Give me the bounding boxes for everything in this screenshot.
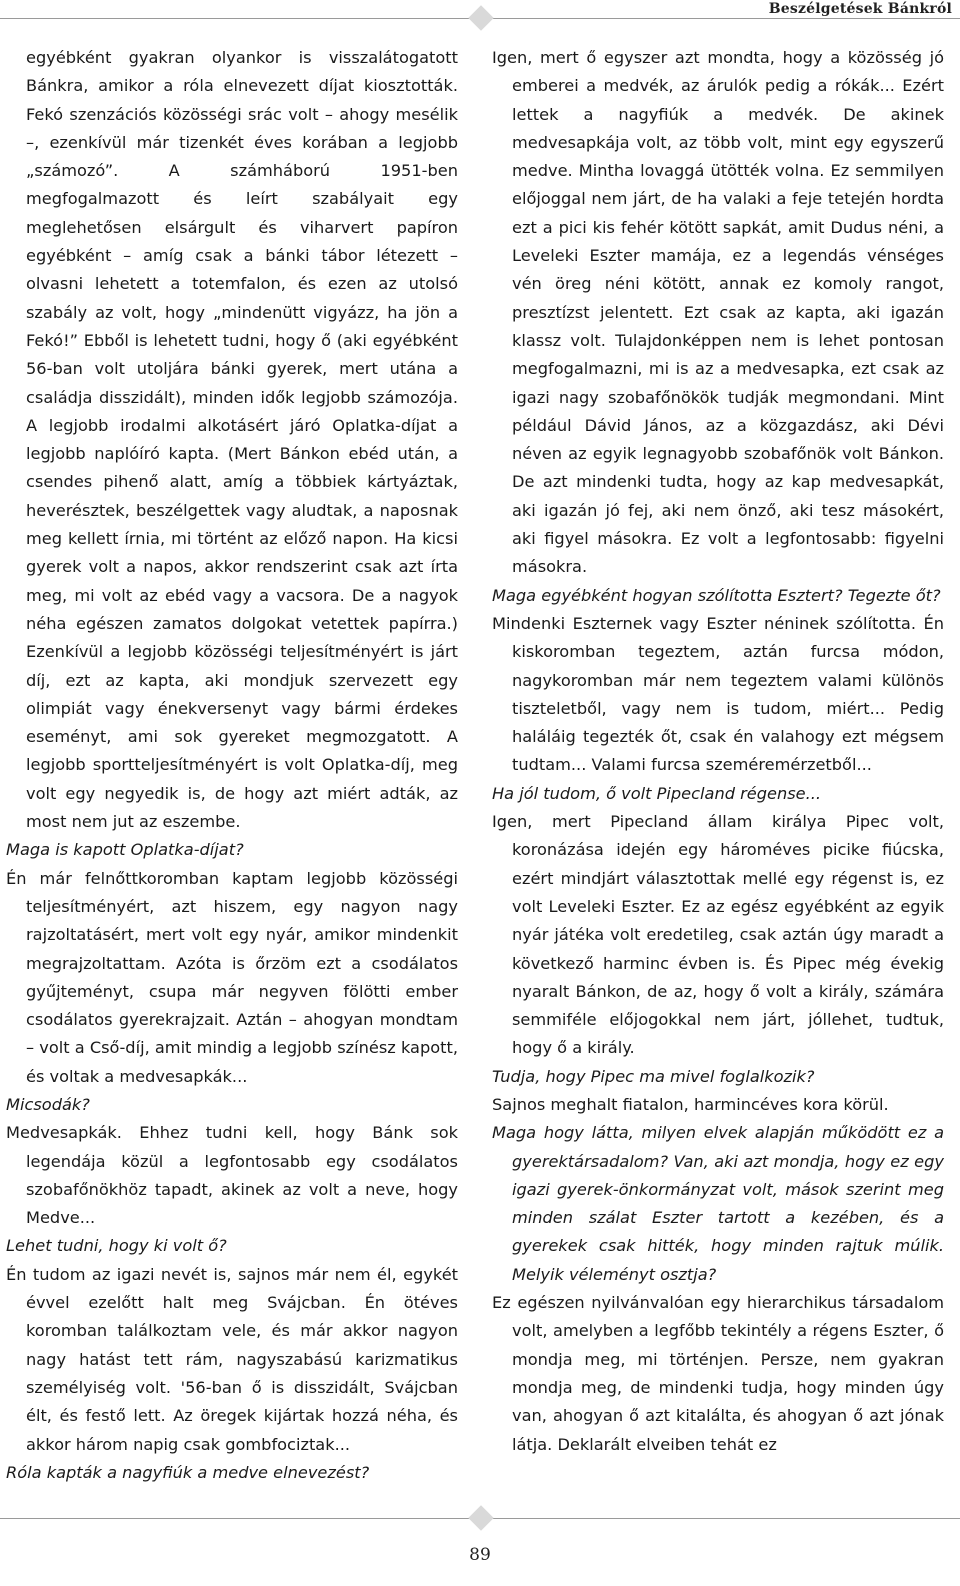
footer-diamond-ornament [468,1505,493,1530]
question-paragraph: Ha jól tudom, ő volt Pipecland régense... [492,783,822,803]
answer-paragraph: Én tudom az igazi nevét is, sajnos már nem él, egykét évvel ezelőtt halt meg Svájcban. Én ötéves koromban találkoztam vele, és már akkor nagyon nagy hatást tett rám, nagyszabású karizmatikus személyiség volt. '56-ban ő is disszidált, Svájcban élt, és festő lett. Az öregek kijártak hozzá néha, és akkor három napig csak gombfociztak... [6,1264,458,1454]
answer-paragraph: Sajnos meghalt fiatalon, harmincéves kora körül. [492,1094,889,1114]
question-paragraph: Maga is kapott Oplatka-díjat? [6,840,244,860]
question-paragraph: Róla kapták a nagyfiúk a medve elnevezést? [6,1462,370,1482]
answer-paragraph: Ez egészen nyilvánvalóan egy hierarchikus társadalom volt, amelyben a legfőbb tekintély a régens Eszter, ő mondja meg, mi történjen. Persze, nem gyakran mondja meg, de mindenki tudja, hogy minden úgy van, ahogyan ő azt kitalálta, és ahogyan ő azt jónak látja. Deklarált elveiben tehát ez [492,1293,944,1454]
running-title: Beszélgetések Bánkról [757,0,952,18]
answer-paragraph: Igen, mert ő egyszer azt mondta, hogy a közösség jó emberei a medvék, az árulók pedig a rókák... Ezért lettek a nagyfiúk a medvék. De akinek medvesapkája volt, az több volt, mint egy egyszerű medve. Mintha lovaggá ütötték volna. Ez semmilyen előjoggal nem járt, de ha valaki a feje tetején hordta ezt a pici kis fehér kötött sapkát, amit Dudus néni, a Leveleki Eszter mamája, ez a legendás vénséges vén öreg néni kötött, annak ez komoly rangot, presztízst jelentett. Ezt csak az kapta, aki igazán klassz volt. Tulajdonképpen nem is lehet pontosan megfogalmazni, mi is az a medvesapka, ezt csak az igazi nagy szobafőnökök tudják megmondani. Mint például Dávid János, az a közgazdász, aki Dévi néven az egyik legnagyobb szobafőnök volt Bánkon. De azt mindenki tudta, hogy az kap medvesapkát, aki igazán jó fej, aki nem önző, aki tesz másokért, aki figyel másokra. Ez volt a legfontosabb: figyelni másokra. [492,48,944,577]
question-paragraph: Micsodák? [6,1094,90,1114]
answer-paragraph: egyébként gyakran olyankor is visszalátogatott Bánkra, amikor a róla elnevezett díjat kiosztották. Fekó szenzációs közösségi srác volt – ahogy mesélik –, ezenkívül már tizenkét éves korában a legjobb „számozó”. A számháború 1951-ben megfogalmazott és leírt szabályait egy meglehetősen elsárgult és viharvert papíron egyébként – amíg csak a bánki tábor létezett – olvasni lehetett a totemfalon, és ezen az utolsó szabály az volt, hogy „mindenütt vigyázz, ha jön a Fekó!” Ebből is lehetett tudni, hogy ő (aki egyébként 56-ban volt utoljára bánki gyerek, mert utána a családja disszidált), minden idők legjobb számozója. A legjobb irodalmi alkotásért járó Oplatka-díjat a legjobb naplóíró kapta. (Mert Bánkon ebéd után, a csendes pihenő alatt, amíg a többiek kártyáztak, heverésztek, beszélgettek vagy aludtak, a naposnak meg kellett írnia, mi történt az előző napon. Ha kicsi gyerek volt a napos, akkor rendszerint csak azt írta meg, mi volt az ebéd vagy a vacsora. De a nagyok néha egészen zamatos dolgokat vetettek papírra.) Ezenkívül a legjobb közösségi teljesítményért is járt díj, ezt az kapta, aki mondjuk szervezett egy olimpiát vagy énekversenyt vagy bármi érdekes eseményt, ami sok gyereket megmozgatott. A legjobb sportteljesítményért is volt Oplatka-díj, meg volt egy negyedik is, de hogy azt miért adták, az most nem jut az eszembe. [26,48,458,832]
question-paragraph: Lehet tudni, hogy ki volt ő? [6,1236,227,1256]
answer-paragraph: Mindenki Eszternek vagy Eszter néninek szólította. Én kiskoromban tegeztem, aztán furcsa módon, nagykoromban már nem tegeztem valami különös tiszteletből, vagy nem is tudom, miért... Pedig haláláig tegezték őt, csak én valahogy ezt mégsem tudtam... Valami furcsa szeméremérzetből... [492,613,944,775]
question-paragraph: Tudja, hogy Pipec ma mivel foglalkozik? [492,1066,815,1086]
question-paragraph: Maga hogy látta, milyen elvek alapján működött ez a gyerektársadalom? Van, aki azt mondja, hogy ez egy igazi gyerek-önkormányzat volt, mások szerint meg minden szálat Eszter tartott a kezében, és a gyerekek csak hitték, hogy minden rajtuk múlik. Melyik véleményt osztja? [492,1123,944,1284]
answer-paragraph: Medvesapkák. Ehhez tudni kell, hogy Bánk sok legendája közül a legfontosabb egy csodálatos szobafőnökhöz tapadt, akinek az volt a neve, hogy Medve... [6,1123,458,1228]
answer-paragraph: Igen, mert Pipecland állam királya Pipec volt, koronázása idején egy hároméves picike fiúcska, ezért mindjárt választottak mellé egy régenst is, ez volt Leveleki Eszter. Ez az egész egyébként az egyik nyár játéka volt eredetileg, csak aztán úgy maradt a következő harminc évben is. És Pipec még évekig nyaralt Bánkon, de az, hogy ő volt a király, számára semmiféle előjogokkal nem járt, jóllehet, tudtuk, hogy ő a király. [492,812,944,1058]
header-diamond-ornament [468,5,493,30]
page-number: 89 [469,1545,491,1565]
question-paragraph: Maga egyébként hogyan szólította Esztert? Tegezte őt? [492,585,941,605]
answer-paragraph: Én már felnőttkoromban kaptam legjobb közösségi teljesítményért, azt hiszem, egy nagyon nagy rajzoltatásért, mert volt egy nyár, amikor mindenkit megrajzoltattam. Azóta is őrzöm ezt a csodálatos gyűjteményt, csupa már negyven fölötti ember csodálatos gyerekrajzait. Aztán – ahogyan mondtam – volt a Cső-díj, amit mindig a legjobb színész kapott, és voltak a medvesapkák... [6,868,458,1086]
right-column [492,44,944,1459]
left-column [6,44,458,1487]
